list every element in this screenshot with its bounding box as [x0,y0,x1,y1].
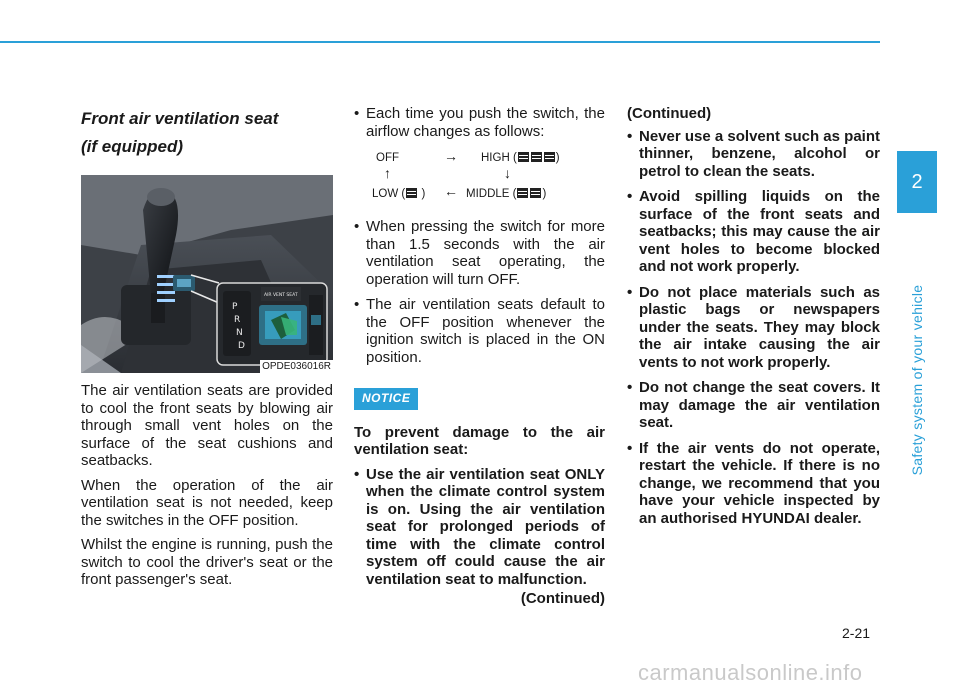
list-item: • If the air vents do not operate, restart the vehicle. If there is no change, we recommend that you have your vehicle inspected by an authorised HYUNDAI dealer. [627,440,880,528]
console-illustration [81,175,333,373]
fan-level-icon [518,152,529,162]
list-item: • The air ventilation seats default to the OFF position whenever the ignition switch is placed in the ON position. [354,296,605,366]
fan-level-icon [531,152,542,162]
page-number: 2-21 [842,625,871,641]
list-item: • Never use a solvent such as paint thinner, benzene, alcohol or petrol to clean the seats. [627,128,880,181]
arrow-down-icon: ↓ [504,165,511,181]
flow-off: OFF [376,152,399,164]
arrow-right-icon: → [444,148,458,164]
fan-level-icon [530,188,541,198]
list-item: • Avoid spilling liquids on the surface of the front seats and seatbacks; this may cause the air vent holes to become blocked and not work properly. [627,188,880,276]
heading-line-2: (if equipped) [81,137,183,156]
list-item: • Do not place materials such as plastic bags or newspapers under the seats. They may block the air intake causing the air vents to not work properly. [627,284,880,372]
heading-line-1: Front air ventilation seat [81,109,279,128]
gear-d-label: D [238,341,245,351]
flow-middle-label: MIDDLE ( [466,188,517,200]
fan-level-icon [517,188,528,198]
watermark: carmanualsonline.info [638,660,863,685]
flow-high-label: HIGH ( [481,152,517,164]
fan-level-icon [406,188,417,198]
header-rule [0,41,880,43]
notice-list [354,466,605,589]
flow-high [481,150,560,168]
arrow-up-icon: ↑ [384,165,391,181]
flow-middle-close: ) [542,188,547,200]
list-item: • When pressing the switch for more than 1.5 seconds with the air ventilation seat operating, the operation will turn OFF. [354,218,605,288]
arrow-left-icon: ← [444,183,458,199]
flow-low-close: ) [421,188,426,200]
image-code: OPDE036016R [262,361,331,372]
flow-high-close: ) [555,152,560,164]
gear-n-label: N [236,328,243,338]
column-left [81,105,333,596]
list-item: • Do not change the seat covers. It may damage the air ventilation seat. [627,379,880,432]
paragraph-1: The air ventilation seats are provided to cool the front seats by blowing air through small vent holes on the surface of the seat cushions and seatbacks. [81,382,333,469]
gear-p-label: P [232,302,238,312]
column-middle [354,105,605,608]
paragraph-2: When the operation of the air ventilation seat is not needed, keep the switches in the OFF position. [81,476,333,529]
notice-badge: NOTICE [354,388,418,410]
column-right [627,105,880,535]
ventilation-switch-photo [81,175,333,373]
continued-label: (Continued) [520,590,605,607]
flow-low [372,186,425,204]
gear-r-label: R [234,315,241,325]
list-item: • Use the air ventilation seat ONLY when the climate control system is on. Using the air ventilation seat for prolonged periods of time with the climate control system off could cause the air ventilation seat to malfunction. [354,466,605,589]
air-vent-seat-label: AIR VENT SEAT [264,293,298,298]
airflow-cycle-diagram [354,148,605,208]
section-heading [81,105,333,161]
switch-behavior-list [354,105,605,140]
flow-middle [466,186,546,204]
list-item: • Each time you push the switch, the airflow changes as follows: [354,105,605,140]
paragraph-3: Whilst the engine is running, push the switch to cool the driver's seat or the front passenger's seat. [81,536,333,588]
switch-notes-list [354,218,605,366]
chapter-number-tab: 2 [897,151,937,213]
notice-intro: To prevent damage to the air ventilation seat: [354,423,605,458]
fan-level-icon [544,152,555,162]
notice-continued-list [627,128,880,528]
chapter-title: Safety system of your vehicle [909,284,925,476]
continued-heading: (Continued) [627,105,712,122]
flow-low-label: LOW ( [372,188,406,200]
